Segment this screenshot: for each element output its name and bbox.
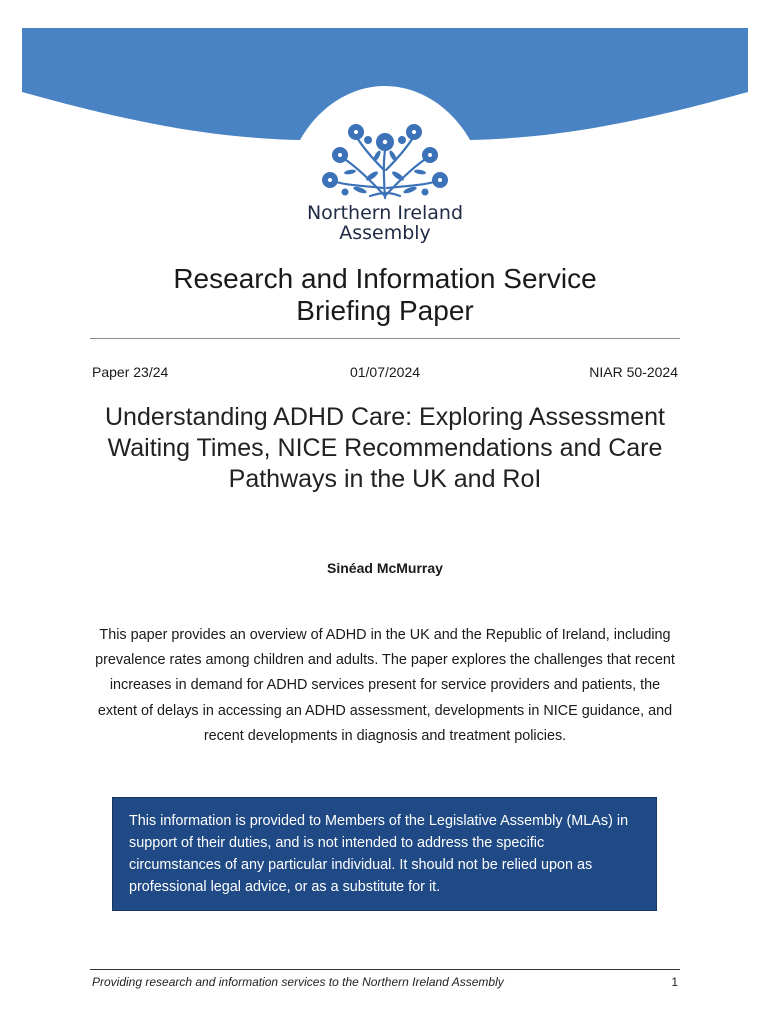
abstract-text: This paper provides an overview of ADHD in the UK and the Republic of Ireland, including prevalence rates among children and adults. The paper explores the challenges that recent increases in demand for ADHD services present for service providers and patients, the extent of delays in accessing an ADHD assessment, developments in NICE guidance, and recent developments in diagnosis and treatment policies. (95, 627, 675, 744)
paper-title: Understanding ADHD Care: Exploring Assessment Waiting Times, NICE Recommendations and Care Pathways in the UK and RoI (105, 403, 665, 493)
page-number: 1 (671, 975, 678, 989)
footer-divider (90, 969, 680, 970)
author-name: Sinéad McMurray (327, 560, 443, 576)
flax-logo-icon (322, 124, 448, 198)
disclaimer-box (112, 797, 657, 911)
service-heading: Research and Information Service (173, 263, 597, 294)
heading-divider (90, 338, 680, 339)
document-type-heading: Briefing Paper (296, 295, 474, 326)
publication-date: 01/07/2024 (349, 364, 421, 380)
disclaimer-text: This information is provided to Members of the Legislative Assembly (MLAs) in support of their duties, and is not intended to address the specific circumstances of any particular individual. It should not be relied upon as professional legal advice, or as a substitute for it. (129, 813, 629, 895)
niar-reference: NIAR 50-2024 (589, 364, 678, 380)
logo-text-line1: Northern Ireland (306, 202, 464, 224)
logo-text-line2: Assembly (339, 222, 431, 244)
banner-shape (22, 28, 748, 140)
footer-text: Providing research and information services to the Northern Ireland Assembly (92, 975, 504, 989)
paper-number: Paper 23/24 (92, 364, 169, 380)
